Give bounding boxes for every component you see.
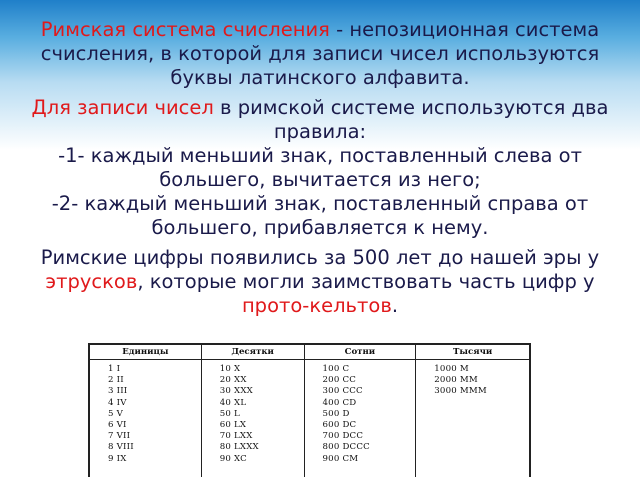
table-cell: 8 VIII bbox=[108, 442, 134, 453]
slide-text bbox=[18, 18, 622, 324]
rules-intro: в римской системе используются два правила: bbox=[213, 96, 609, 143]
tens-header: Десятки bbox=[202, 345, 304, 360]
rules-paragraph bbox=[18, 96, 622, 240]
table-cell: 10 X bbox=[219, 364, 241, 374]
table-cell: 6 VI bbox=[108, 419, 127, 430]
table-cell: 70 LXX bbox=[219, 431, 253, 442]
table-cell: 500 D bbox=[322, 408, 350, 419]
thousands-list bbox=[416, 360, 529, 398]
table-cell: 80 LXXX bbox=[219, 442, 259, 453]
tens-list bbox=[202, 360, 304, 465]
table-cell: 20 XX bbox=[219, 375, 247, 386]
units-column bbox=[90, 345, 202, 477]
definition-term: Римская система счисления bbox=[40, 18, 330, 41]
table-cell: 1 I bbox=[108, 364, 121, 374]
table-cell: 800 DCCC bbox=[322, 442, 370, 453]
table-cell: 200 CC bbox=[322, 375, 357, 386]
table-cell: 90 XC bbox=[219, 453, 247, 464]
etruscans-term: этрусков bbox=[45, 270, 138, 293]
thousands-column bbox=[416, 345, 529, 477]
table-cell: 700 DCC bbox=[322, 431, 364, 442]
table-cell: 3 III bbox=[108, 386, 128, 397]
table-cell: 2000 MM bbox=[434, 375, 478, 386]
history-text-1: Римские цифры появились за 500 лет до нашей эры у bbox=[40, 246, 600, 269]
table-cell: 60 LX bbox=[219, 419, 247, 430]
hundreds-header: Сотни bbox=[305, 345, 416, 360]
table-cell: 300 CCC bbox=[322, 386, 363, 397]
table-cell: 2 II bbox=[108, 375, 124, 386]
table-cell: 4 IV bbox=[108, 397, 127, 408]
history-text-2: , которые могли заимствовать часть цифр у bbox=[137, 270, 595, 293]
table-cell: 900 CM bbox=[322, 453, 359, 464]
history-text-3: . bbox=[391, 294, 399, 317]
table-cell: 400 CD bbox=[322, 397, 357, 408]
roman-numerals-table bbox=[88, 343, 531, 477]
table-cell: 3000 MMM bbox=[434, 386, 487, 397]
units-header: Единицы bbox=[90, 345, 201, 360]
rule-1: -1- каждый меньший знак, поставленный слева от большего, вычитается из него; bbox=[58, 144, 582, 191]
table-cell: 1000 M bbox=[434, 364, 469, 374]
rules-term: Для записи чисел bbox=[31, 96, 214, 119]
proto-celts-term: прото-кельтов bbox=[241, 294, 392, 317]
tens-column bbox=[202, 345, 305, 477]
table-cell: 9 IX bbox=[108, 453, 127, 464]
units-list bbox=[90, 360, 201, 465]
hundreds-column bbox=[305, 345, 417, 477]
hundreds-list bbox=[305, 360, 416, 465]
table-cell: 7 VII bbox=[108, 431, 131, 442]
definition-paragraph bbox=[18, 18, 622, 90]
rule-2: -2- каждый меньший знак, поставленный справа от большего, прибавляется к нему. bbox=[51, 192, 589, 239]
table-cell: 100 C bbox=[322, 364, 350, 374]
table-cell: 50 L bbox=[219, 408, 240, 419]
table-cell: 40 XL bbox=[219, 397, 247, 408]
thousands-header: Тысячи bbox=[416, 345, 529, 360]
table-cell: 30 XXX bbox=[219, 386, 253, 397]
table-cell: 600 DC bbox=[322, 419, 357, 430]
table-cell: 5 V bbox=[108, 408, 124, 419]
definition-text: - непозиционная система счисления, в которой для записи чисел используются буквы латинского алфавита. bbox=[40, 18, 600, 89]
history-paragraph bbox=[18, 246, 622, 318]
